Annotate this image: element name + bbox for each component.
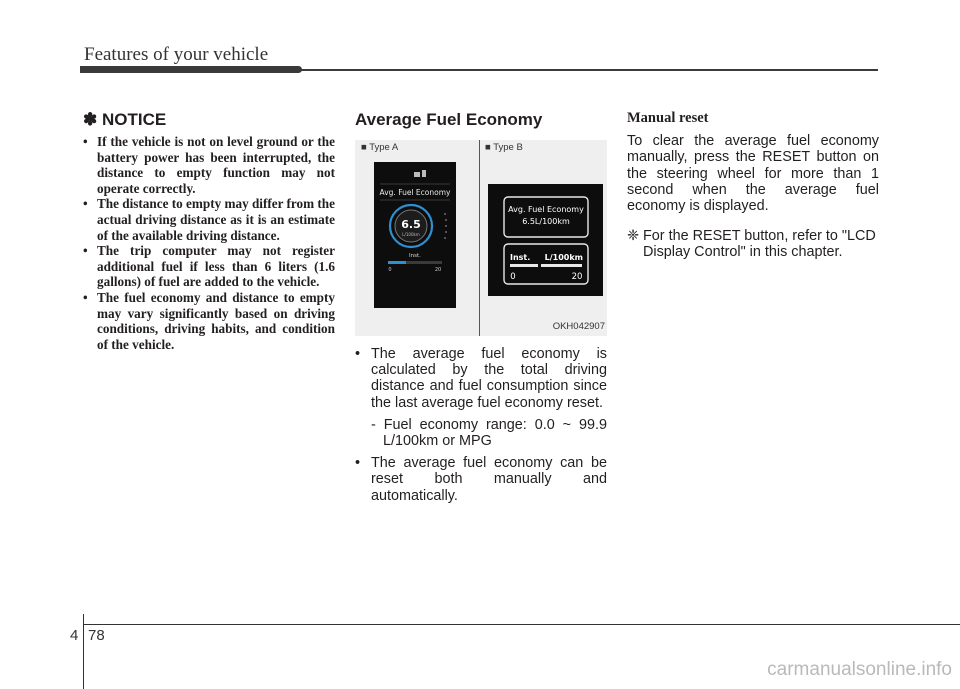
avg-fuel-body (355, 346, 607, 510)
header-rule (300, 69, 878, 71)
notice-item: • The trip computer may not register additional fuel if less than 6 liters (1.6 gallons) of fuel are added to the vehicle. (83, 243, 335, 290)
type-b-inst-bar (510, 264, 582, 267)
footer-vertical-rule (83, 614, 84, 689)
type-b-label: ■ Type B (485, 142, 523, 153)
type-b-title: Avg. Fuel Economy (508, 205, 584, 214)
type-b-scale-max: 20 (571, 272, 583, 282)
manual-reset-paragraph: To clear the average fuel economy manually, press the RESET button on the steering wheel for more than 1 second when the average fuel economy is displayed. (627, 133, 879, 215)
chapter-number: 4 (70, 627, 79, 644)
type-a-label: ■ Type A (361, 142, 399, 153)
type-a-screen (374, 162, 456, 308)
range-note: - Fuel economy range: 0.0 ~ 99.9 L/100km or MPG (371, 416, 607, 450)
figure-divider (479, 140, 480, 336)
type-b-display (488, 184, 603, 296)
avg-fuel-title: Average Fuel Economy (355, 110, 543, 129)
footer-rule (83, 624, 960, 625)
manual-reset-title: Manual reset (627, 110, 709, 126)
notice-item: • The fuel economy and distance to empty may vary significantly based on driving conditions, driving habits, and condition of the vehicle. (83, 289, 335, 352)
header-bar (80, 66, 302, 73)
type-a-display (374, 162, 456, 308)
type-a-scale-max: 20 (434, 267, 442, 273)
type-a-scale-min: 0 (388, 267, 392, 273)
cluster-figure (355, 140, 607, 336)
type-b-inst-unit: L/100km (544, 253, 583, 262)
type-a-value: 6.5 (401, 218, 421, 231)
header-title: Features of your vehicle (84, 44, 269, 65)
reference-note: ❈ For the RESET button, refer to "LCD Display Control" in this chapter. (627, 228, 876, 261)
page-number: 78 (88, 627, 105, 644)
type-a-unit: L/100km (402, 232, 420, 237)
bullet-item: • The average fuel economy can be reset both manually and automatically. (355, 455, 607, 504)
notice-item: • The distance to empty may differ from the actual driving distance as it is an estimate of the available driving distance. (83, 196, 335, 243)
reference-mark-icon: ❈ (627, 228, 640, 245)
watermark: carmanualsonline.info (767, 659, 952, 680)
notice-item: • If the vehicle is not on level ground or the battery power has been interrupted, the distance to empty function may not operate correctly. (83, 134, 335, 196)
manual-reset-section (627, 110, 879, 261)
type-b-scale-min: 0 (510, 272, 516, 282)
avg-fuel-section (355, 110, 607, 130)
type-a-inst-bar (388, 261, 406, 264)
type-b-inst-label: Inst. (510, 253, 531, 262)
type-b-screen (488, 184, 603, 296)
notice-list (83, 134, 335, 352)
figure-code: OKH042907 (552, 321, 605, 332)
type-a-title: Avg. Fuel Economy (379, 188, 451, 197)
bullet-item: • The average fuel economy is calculated by the total driving distance and fuel consumption since the last average fuel economy reset. (355, 346, 607, 411)
notice-title: ✽ NOTICE (83, 110, 167, 129)
notice-section (83, 110, 335, 352)
type-a-inst-label: Inst. (409, 253, 421, 259)
type-b-value: 6.5L/100km (522, 217, 570, 226)
